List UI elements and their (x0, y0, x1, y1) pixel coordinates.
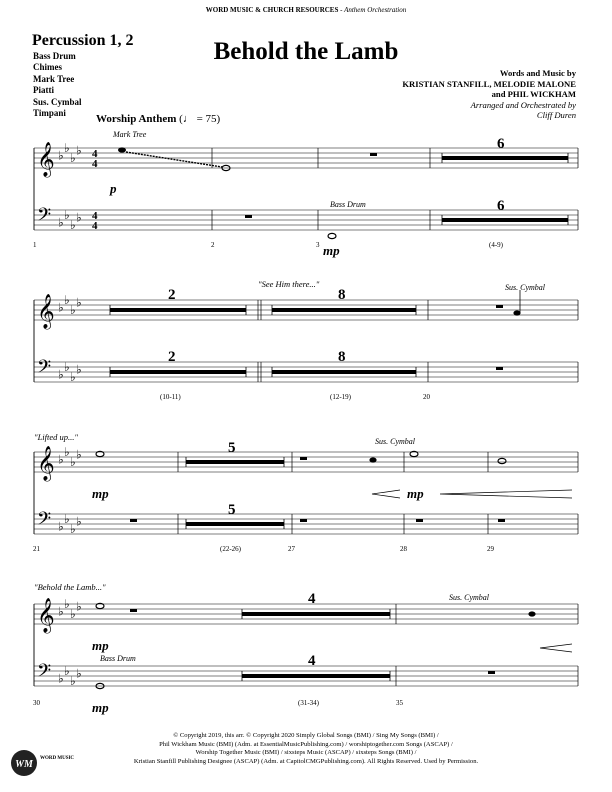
flat-icon: ♭ (64, 293, 70, 307)
sus-cymbal-label: Sus. Cymbal (449, 593, 489, 602)
sus-cymbal-label: Sus. Cymbal (375, 437, 415, 446)
dynamic-mp: mp (92, 638, 109, 653)
multirest-count: 8 (338, 287, 346, 303)
flat-icon: ♭ (70, 455, 76, 469)
multirest-bar (242, 612, 390, 616)
note-head (118, 147, 126, 152)
copyright-notice (0, 732, 612, 766)
treble-clef-icon: 𝄞 (37, 295, 55, 328)
flat-icon: ♭ (58, 148, 64, 163)
flat-icon: ♭ (64, 664, 70, 678)
bass-clef-icon: 𝄢 (37, 508, 52, 533)
instrument-item: Timpani (33, 108, 66, 119)
flat-icon: ♭ (76, 362, 82, 377)
writers-line-1: KRISTIAN STANFILL, MELODIE MALONE (402, 78, 576, 89)
flat-icon: ♭ (70, 674, 76, 688)
tempo-style: Worship Anthem (96, 113, 177, 125)
series-name: - Anthem Orchestration (340, 6, 407, 14)
time-signature: 4 (92, 158, 98, 170)
crescendo-icon (540, 644, 572, 652)
flat-icon: ♭ (58, 604, 64, 619)
flat-icon: ♭ (64, 141, 70, 155)
measure-number: (12-19) (330, 393, 351, 401)
flat-icon: ♭ (70, 522, 76, 536)
bass-clef-icon: 𝄢 (37, 204, 52, 229)
flat-icon: ♭ (64, 445, 70, 459)
flat-icon: ♭ (70, 218, 76, 232)
flat-icon: ♭ (70, 151, 76, 165)
flat-icon: ♭ (76, 666, 82, 681)
measure-number: 29 (487, 545, 494, 553)
whole-rest (370, 153, 377, 156)
multirest-bar (110, 308, 246, 312)
flat-icon: ♭ (70, 607, 76, 621)
instrument-item: Bass Drum (33, 51, 76, 61)
instrument-item: Piatti (33, 85, 54, 96)
dynamic-mp: mp (407, 486, 424, 501)
rehearsal-cue: "Lifted up..." (34, 432, 78, 442)
part-name: Percussion 1, 2 (32, 32, 134, 49)
flat-icon: ♭ (58, 452, 64, 467)
flat-icon: ♭ (58, 300, 64, 315)
whole-rest (498, 519, 505, 522)
flat-icon: ♭ (70, 303, 76, 317)
arranger-name: Cliff Duren (536, 110, 576, 121)
instrument-item: Mark Tree (33, 73, 75, 84)
whole-rest (300, 457, 307, 460)
words-music-label: Words and Music by (499, 68, 576, 78)
bass-clef-icon: 𝄢 (37, 356, 52, 381)
multirest-count: 5 (228, 440, 236, 456)
dynamic-mp: mp (323, 243, 340, 258)
whole-rest (245, 215, 252, 218)
note-head (528, 611, 535, 616)
flat-icon: ♭ (76, 514, 82, 529)
measure-number: (31-34) (298, 699, 319, 707)
flat-icon: ♭ (76, 210, 82, 225)
bass-drum-label: Bass Drum (100, 654, 136, 663)
multirest-bar (442, 156, 568, 160)
flat-icon: ♭ (76, 447, 82, 462)
measure-number: 27 (288, 545, 295, 553)
bass-drum-label: Bass Drum (330, 200, 366, 209)
bass-clef-icon: 𝄢 (37, 660, 52, 685)
dynamic-p: p (110, 181, 117, 196)
flat-icon: ♭ (58, 215, 64, 230)
rehearsal-cue: "See Him there..." (258, 279, 320, 289)
multirest-bar (272, 370, 416, 374)
crescendo-icon (440, 490, 572, 498)
whole-rest (130, 609, 137, 612)
logo-mark: WM (15, 759, 33, 770)
whole-rest (496, 367, 503, 370)
multirest-count: 6 (497, 136, 505, 152)
tempo-paren: ( (179, 113, 183, 125)
flat-icon: ♭ (58, 519, 64, 534)
gliss-line (126, 152, 222, 167)
multirest-count: 4 (308, 591, 316, 607)
multirest-count: 8 (338, 349, 346, 365)
copyright-line: Worship Together Music (BMI) / sixsteps Music (ASCAP) / sixsteps Songs (BMI) / (195, 749, 417, 757)
multirest-count: 2 (168, 287, 176, 303)
flat-icon: ♭ (58, 367, 64, 382)
multirest-bar (272, 308, 416, 312)
song-title: Behold the Lamb (213, 38, 399, 65)
measure-number: 30 (33, 699, 40, 707)
publisher-name: WORD MUSIC & CHURCH RESOURCES (205, 6, 339, 14)
measure-number: 3 (316, 241, 320, 249)
quarter-note-icon: ♩ (182, 113, 194, 125)
whole-rest (300, 519, 307, 522)
logo-text: WORD MUSIC (40, 756, 75, 761)
whole-rest (496, 305, 503, 308)
measure-number: (10-11) (160, 393, 181, 401)
note-head (369, 457, 376, 462)
measure-number: 1 (33, 241, 37, 249)
multirest-bar (110, 370, 246, 374)
tempo-value: = 75) (196, 113, 221, 125)
multirest-count: 2 (168, 349, 176, 365)
measure-number: 21 (33, 545, 40, 553)
multirest-bar (186, 522, 284, 526)
whole-rest (488, 671, 495, 674)
sus-cymbal-label: Sus. Cymbal (505, 283, 545, 292)
multirest-bar (186, 460, 284, 464)
measure-number: 20 (423, 393, 430, 401)
time-signature: 4 (92, 148, 98, 160)
rehearsal-cue: "Behold the Lamb..." (34, 582, 106, 592)
flat-icon: ♭ (70, 370, 76, 384)
copyright-line: © Copyright 2019, this arr. © Copyright 2020 Simply Global Songs (BMI) / Sing My Songs (BMI) / (173, 732, 439, 739)
multirest-count: 4 (308, 653, 316, 669)
flat-icon: ♭ (64, 512, 70, 526)
time-signature: 4 (92, 220, 98, 232)
measure-number: 28 (400, 545, 407, 553)
dynamic-mp: mp (92, 700, 109, 715)
flat-icon: ♭ (76, 143, 82, 158)
flat-icon: ♭ (64, 360, 70, 374)
treble-clef-icon: 𝄞 (37, 447, 55, 480)
measure-number: (4-9) (489, 241, 503, 249)
treble-clef-icon: 𝄞 (37, 599, 55, 632)
time-signature: 4 (92, 210, 98, 222)
note-head (498, 458, 506, 463)
copyright-line: Phil Wickham Music (BMI) (Adm. at EssentialMusicPublishing.com) / worshiptogether.com Songs (ASCAP) / (159, 740, 453, 748)
multirest-count: 5 (228, 502, 236, 518)
instrument-item: Sus. Cymbal (33, 96, 82, 107)
flat-icon: ♭ (76, 599, 82, 614)
multirest-bar (442, 218, 568, 222)
copyright-line: Kristian Stanfill Publishing Designee (ASCAP) (Adm. at CapitolCMGPublishing.com). All Rights Reserved. Used by Permission. (133, 757, 479, 765)
notation-marks (34, 141, 578, 689)
decrescendo-icon (372, 490, 400, 498)
measure-number: (22-26) (220, 545, 241, 553)
whole-rest (130, 519, 137, 522)
flat-icon: ♭ (64, 208, 70, 222)
flat-icon: ♭ (58, 671, 64, 686)
multirest-bar (242, 674, 390, 678)
arranged-label: Arranged and Orchestrated by (470, 99, 576, 110)
flat-icon: ♭ (76, 295, 82, 310)
flat-icon: ♭ (64, 597, 70, 611)
measure-number: 2 (211, 241, 215, 249)
mark-tree-label: Mark Tree (113, 130, 147, 139)
multirest-count: 6 (497, 198, 505, 214)
writers-line-2: and PHIL WICKHAM (491, 89, 576, 100)
dynamic-mp: mp (92, 486, 109, 501)
word-music-logo (10, 749, 38, 777)
whole-rest (416, 519, 423, 522)
instrument-item: Chimes (33, 62, 62, 73)
measure-number: 35 (396, 699, 403, 707)
note-head (328, 233, 336, 238)
staff-lines (34, 148, 578, 686)
treble-clef-icon: 𝄞 (37, 143, 55, 176)
note-head (513, 310, 520, 315)
